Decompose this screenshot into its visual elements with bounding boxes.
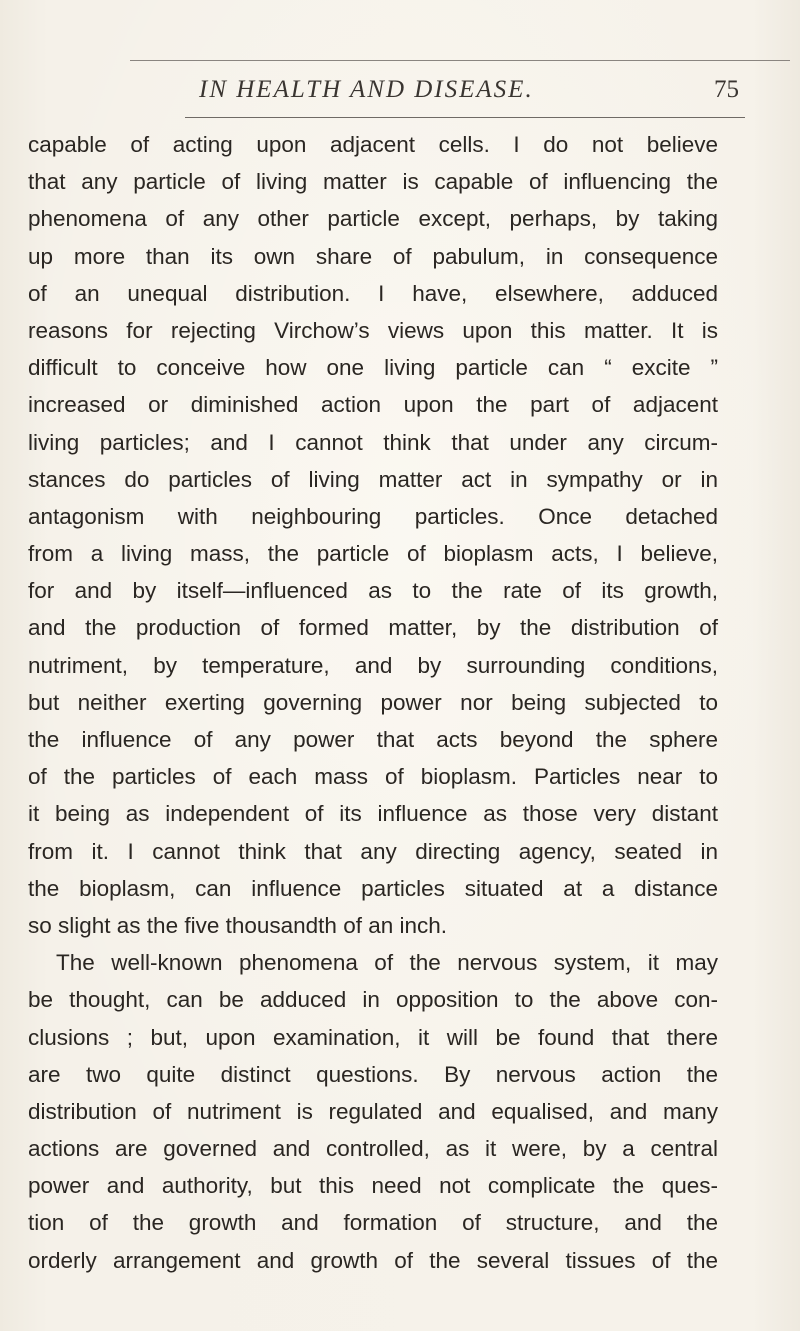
page-edge-rule (130, 60, 790, 61)
text-line: of an unequal distribution. I have, elsewhere, adduced (28, 280, 718, 306)
text-line: are two quite distinct questions. By nervous action the (28, 1061, 718, 1087)
paragraph-end-line: so slight as the five thousandth of an inch. (28, 912, 448, 938)
running-head: IN HEALTH AND DISEASE. (199, 76, 534, 103)
text-line: actions are governed and controlled, as it were, by a central (28, 1136, 718, 1162)
text-line: from it. I cannot think that any directing agency, seated in (28, 838, 718, 864)
paragraph-first-line: The well-known phenomena of the nervous system, it may (56, 950, 718, 976)
header-rule (185, 117, 745, 118)
text-line: that any particle of living matter is capable of influencing the (28, 169, 718, 195)
text-line: for and by itself—influenced as to the rate of its growth, (28, 578, 718, 604)
text-line: antagonism with neighbouring particles. Once detached (28, 503, 718, 529)
page-number: 75 (714, 76, 739, 103)
text-line: distribution of nutriment is regulated and equalised, and many (28, 1098, 718, 1124)
text-line: reasons for rejecting Virchow’s views upon this matter. It is (28, 317, 718, 343)
page-header (0, 76, 800, 112)
text-line: the bioplasm, can influence particles situated at a distance (28, 875, 718, 901)
text-line: but neither exerting governing power nor being subjected to (28, 689, 718, 715)
text-line: the influence of any power that acts beyond the sphere (28, 727, 718, 752)
text-line: orderly arrangement and growth of the several tissues of the (28, 1247, 718, 1273)
text-line: up more than its own share of pabulum, in consequence (28, 243, 718, 269)
text-line: power and authority, but this need not complicate the ques- (28, 1173, 718, 1199)
text-line: tion of the growth and formation of structure, and the (28, 1210, 718, 1236)
text-line: capable of acting upon adjacent cells. I do not believe (28, 132, 718, 157)
text-line: increased or diminished action upon the part of adjacent (28, 392, 718, 418)
text-line: difficult to conceive how one living particle can “ excite ” (28, 355, 718, 381)
text-line: it being as independent of its influence as those very distant (28, 801, 718, 827)
text-line: and the production of formed matter, by the distribution of (28, 615, 718, 641)
text-line: from a living mass, the particle of bioplasm acts, I believe, (28, 541, 718, 567)
text-line: nutriment, by temperature, and by surrounding conditions, (28, 652, 718, 678)
text-line: be thought, can be adduced in opposition to the above con- (28, 987, 718, 1013)
text-line: phenomena of any other particle except, perhaps, by taking (28, 206, 718, 232)
body-text (28, 126, 718, 1279)
text-line: stances do particles of living matter act in sympathy or in (28, 466, 718, 492)
text-line: of the particles of each mass of bioplasm. Particles near to (28, 764, 718, 790)
text-line: clusions ; but, upon examination, it will be found that there (28, 1024, 718, 1050)
text-line: living particles; and I cannot think that under any circum- (28, 429, 718, 455)
